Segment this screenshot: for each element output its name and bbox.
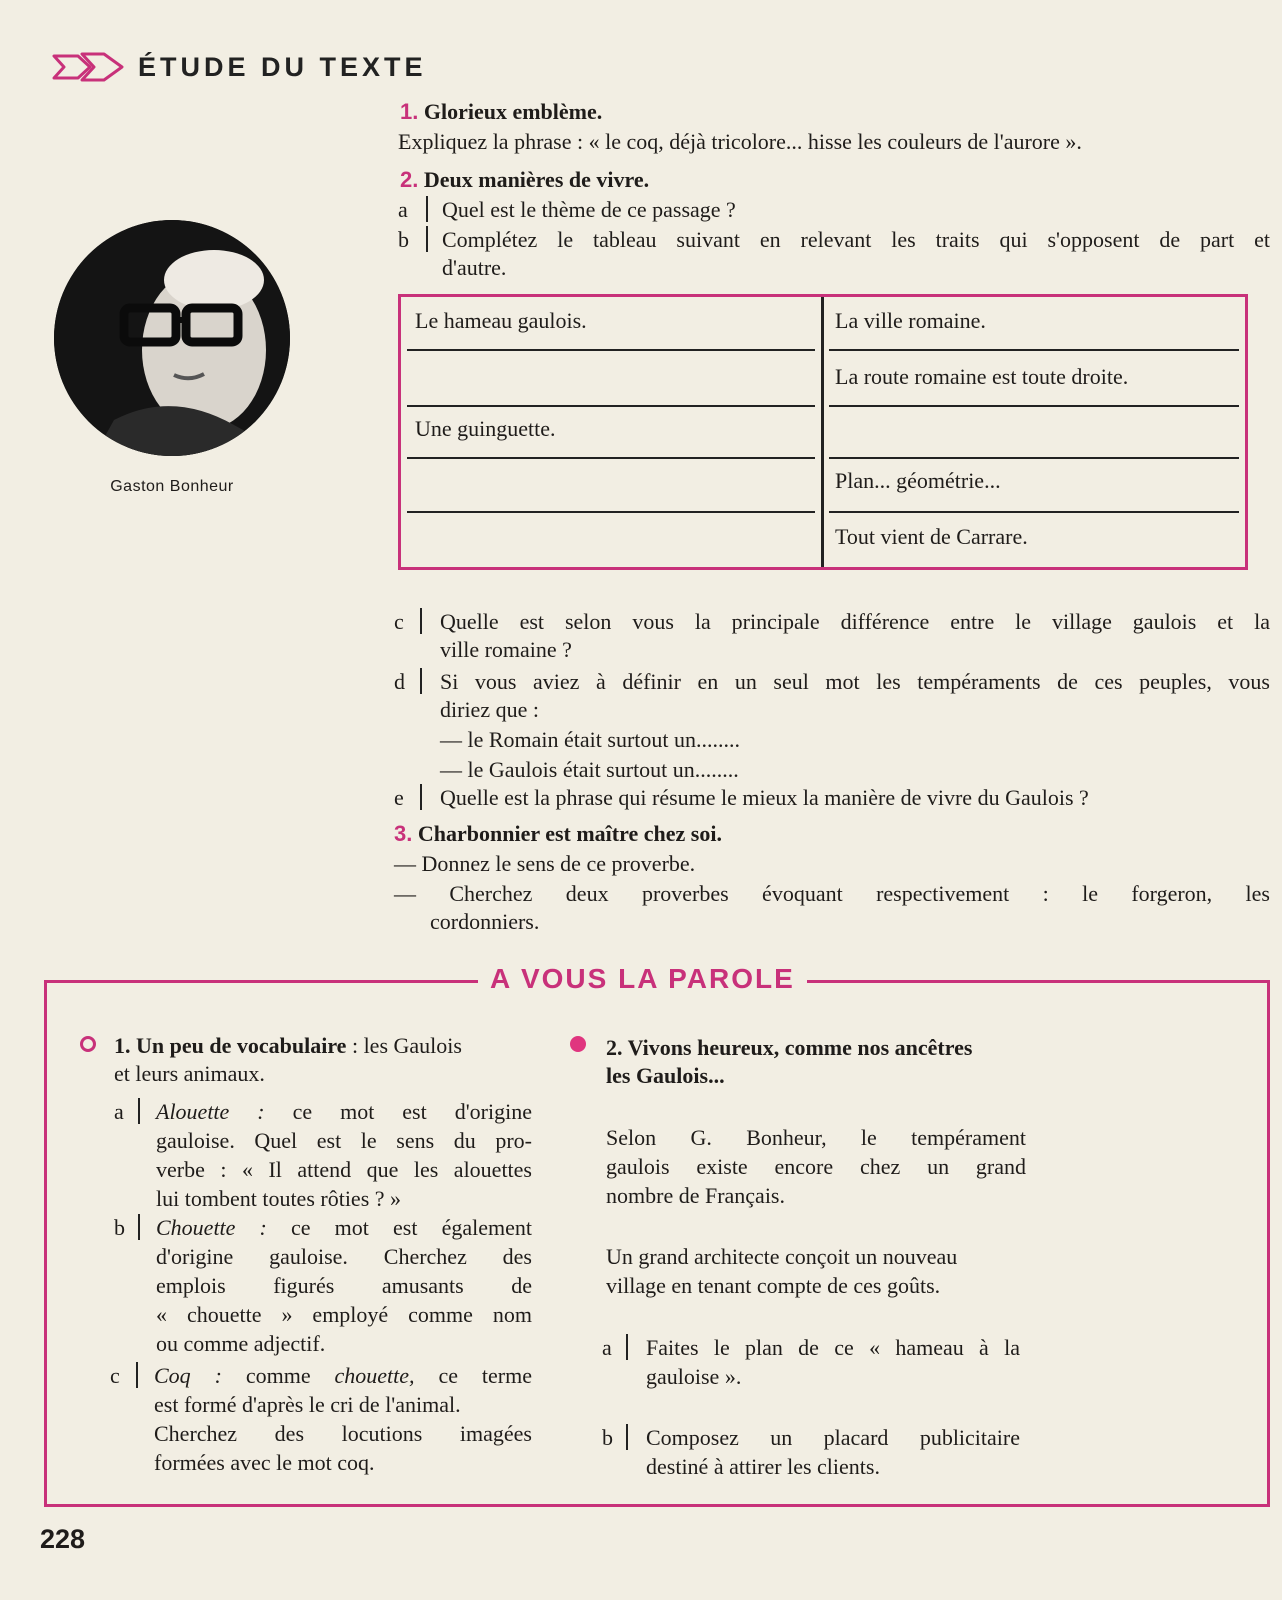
filled-circle-icon <box>570 1036 586 1052</box>
parole-2a-line-2: gauloise ». <box>646 1364 742 1389</box>
text: ce mot est également <box>266 1215 532 1240</box>
item-label: c <box>110 1363 120 1388</box>
table-rule <box>407 511 815 513</box>
comparison-table <box>398 294 1248 570</box>
double-arrow-icon <box>52 50 128 84</box>
table-cell-right: Tout vient de Carrare. <box>835 524 1028 549</box>
question-2d-line-2: diriez que : <box>440 697 539 722</box>
parole-1a-line-1 <box>156 1098 532 1126</box>
table-rule <box>407 457 815 459</box>
text: ce mot est d'origine <box>264 1099 532 1124</box>
table-rule <box>829 405 1239 407</box>
term: Chouette : <box>156 1215 267 1240</box>
author-portrait <box>54 220 290 456</box>
text: ce terme <box>414 1363 532 1388</box>
question-2d-line-3: — le Romain était surtout un........ <box>440 727 741 752</box>
term: Coq : <box>154 1363 222 1388</box>
parole-1a-line-2: gauloise. Quel est le sens du pro- <box>156 1128 532 1153</box>
question-title: Deux manières de vivre. <box>423 167 650 192</box>
portrait-caption: Gaston Bonheur <box>110 478 234 495</box>
parole-1-title-rest: : les Gaulois <box>346 1033 462 1058</box>
parole-1-number: 1. <box>114 1033 131 1058</box>
question-number: 3. <box>394 821 413 846</box>
item-bar <box>626 1334 628 1360</box>
question-1-text: Expliquez la phrase : « le coq, déjà tricolore... hisse les couleurs de l'aurore ». <box>398 129 1082 154</box>
item-label: b <box>398 227 409 252</box>
question-2e-text: Quelle est la phrase qui résume le mieux la manière de vivre du Gaulois ? <box>440 785 1089 810</box>
table-divider <box>821 297 824 567</box>
parole-1b-line-5: ou comme adjectif. <box>156 1331 326 1356</box>
table-cell-right: Plan... géométrie... <box>835 468 1001 493</box>
table-rule <box>829 349 1239 351</box>
parole-1-title-line-2: et leurs animaux. <box>114 1061 265 1086</box>
section-title: ÉTUDE DU TEXTE <box>138 52 427 82</box>
text: comme <box>221 1363 335 1388</box>
question-2b-line-1: Complétez le tableau suivant en relevant les traits qui s'opposent de part et <box>442 227 1270 252</box>
parole-1c-line-4: formées avec le mot coq. <box>154 1450 375 1475</box>
question-2a-text: Quel est le thème de ce passage ? <box>442 197 736 222</box>
parole-1a-line-3: verbe : « Il attend que les alouettes <box>156 1157 532 1182</box>
table-cell-left: Le hameau gaulois. <box>415 308 587 333</box>
parole-1b-line-2: d'origine gauloise. Cherchez des <box>156 1244 532 1269</box>
item-label: c <box>394 609 404 634</box>
open-circle-icon <box>80 1036 96 1052</box>
question-2d-line-4: — le Gaulois était surtout un........ <box>440 757 739 782</box>
question-3-heading <box>394 820 722 848</box>
question-2-heading <box>400 166 649 194</box>
question-2c-line-1: Quelle est selon vous la principale différence entre le village gaulois et la <box>440 609 1270 634</box>
page-number: 228 <box>40 1524 86 1554</box>
parole-1b-line-3: emplois figurés amusants de <box>156 1273 532 1298</box>
table-rule <box>829 457 1239 459</box>
table-cell-right: La route romaine est toute droite. <box>835 364 1129 389</box>
parole-1c-line-1 <box>154 1362 532 1390</box>
question-title: Charbonnier est maître chez soi. <box>417 821 722 846</box>
parole-2-heading <box>606 1034 972 1062</box>
item-label: e <box>394 785 404 810</box>
parole-2-number: 2. <box>606 1035 623 1060</box>
parole-2-p1-line-3: nombre de Français. <box>606 1183 785 1208</box>
parole-2-p2-line-2: village en tenant compte de ces goûts. <box>606 1273 941 1298</box>
parole-2-p1-line-2: gaulois existe encore chez un grand <box>606 1154 1026 1179</box>
item-bar <box>420 608 422 634</box>
table-rule <box>407 405 815 407</box>
item-label: b <box>602 1425 613 1450</box>
question-number: 1. <box>400 99 419 124</box>
item-label: a <box>114 1099 124 1124</box>
parole-1c-line-2: est formé d'après le cri de l'animal. <box>154 1392 461 1417</box>
item-bar <box>138 1214 140 1240</box>
item-label: a <box>602 1335 612 1360</box>
parole-2-title-line-2: les Gaulois... <box>606 1063 725 1088</box>
parole-2-p1-line-1: Selon G. Bonheur, le tempérament <box>606 1125 1026 1150</box>
portrait-photo-icon <box>54 220 290 456</box>
item-label: b <box>114 1215 125 1240</box>
parole-1b-line-1 <box>156 1214 532 1242</box>
parole-2b-line-2: destiné à attirer les clients. <box>646 1454 880 1479</box>
item-bar <box>626 1424 628 1450</box>
question-number: 2. <box>400 167 419 192</box>
question-2b-line-2: d'autre. <box>442 255 507 280</box>
item-bar <box>426 196 428 222</box>
question-2c-line-2: ville romaine ? <box>440 637 572 662</box>
parole-1c-line-3: Cherchez des locutions imagées <box>154 1421 532 1446</box>
parole-2-p2-line-1: Un grand architecte conçoit un nouveau <box>606 1244 958 1269</box>
parole-1-title: Un peu de vocabulaire <box>136 1033 347 1058</box>
parole-1-heading <box>114 1032 462 1060</box>
item-label: d <box>394 669 405 694</box>
table-cell-right: La ville romaine. <box>835 308 986 333</box>
parole-1b-line-4: « chouette » employé comme nom <box>156 1302 532 1327</box>
table-rule <box>829 511 1239 513</box>
item-bar <box>420 668 422 694</box>
parole-title: A VOUS LA PAROLE <box>478 963 807 995</box>
item-bar <box>420 784 422 810</box>
table-rule <box>407 349 815 351</box>
item-label: a <box>398 197 408 222</box>
item-bar <box>426 226 428 252</box>
question-3-line-1: — Donnez le sens de ce proverbe. <box>394 851 696 876</box>
question-title: Glorieux emblème. <box>423 99 603 124</box>
table-cell-left: Une guinguette. <box>415 416 556 441</box>
term: Alouette : <box>156 1099 265 1124</box>
parole-1a-line-4: lui tombent toutes rôties ? » <box>156 1186 402 1211</box>
question-3-line-3: cordonniers. <box>430 909 540 934</box>
item-bar <box>138 1098 140 1124</box>
term: chouette, <box>334 1363 415 1388</box>
question-2d-line-1: Si vous aviez à définir en un seul mot les tempéraments de ces peuples, vous <box>440 669 1270 694</box>
parole-2a-line-1: Faites le plan de ce « hameau à la <box>646 1335 1020 1360</box>
question-1-heading <box>400 98 602 126</box>
parole-2-title: Vivons heureux, comme nos ancêtres <box>627 1035 973 1060</box>
item-bar <box>136 1362 138 1388</box>
question-3-line-2: — Cherchez deux proverbes évoquant respectivement : le forgeron, les <box>394 881 1270 906</box>
parole-2b-line-1: Composez un placard publicitaire <box>646 1425 1020 1450</box>
